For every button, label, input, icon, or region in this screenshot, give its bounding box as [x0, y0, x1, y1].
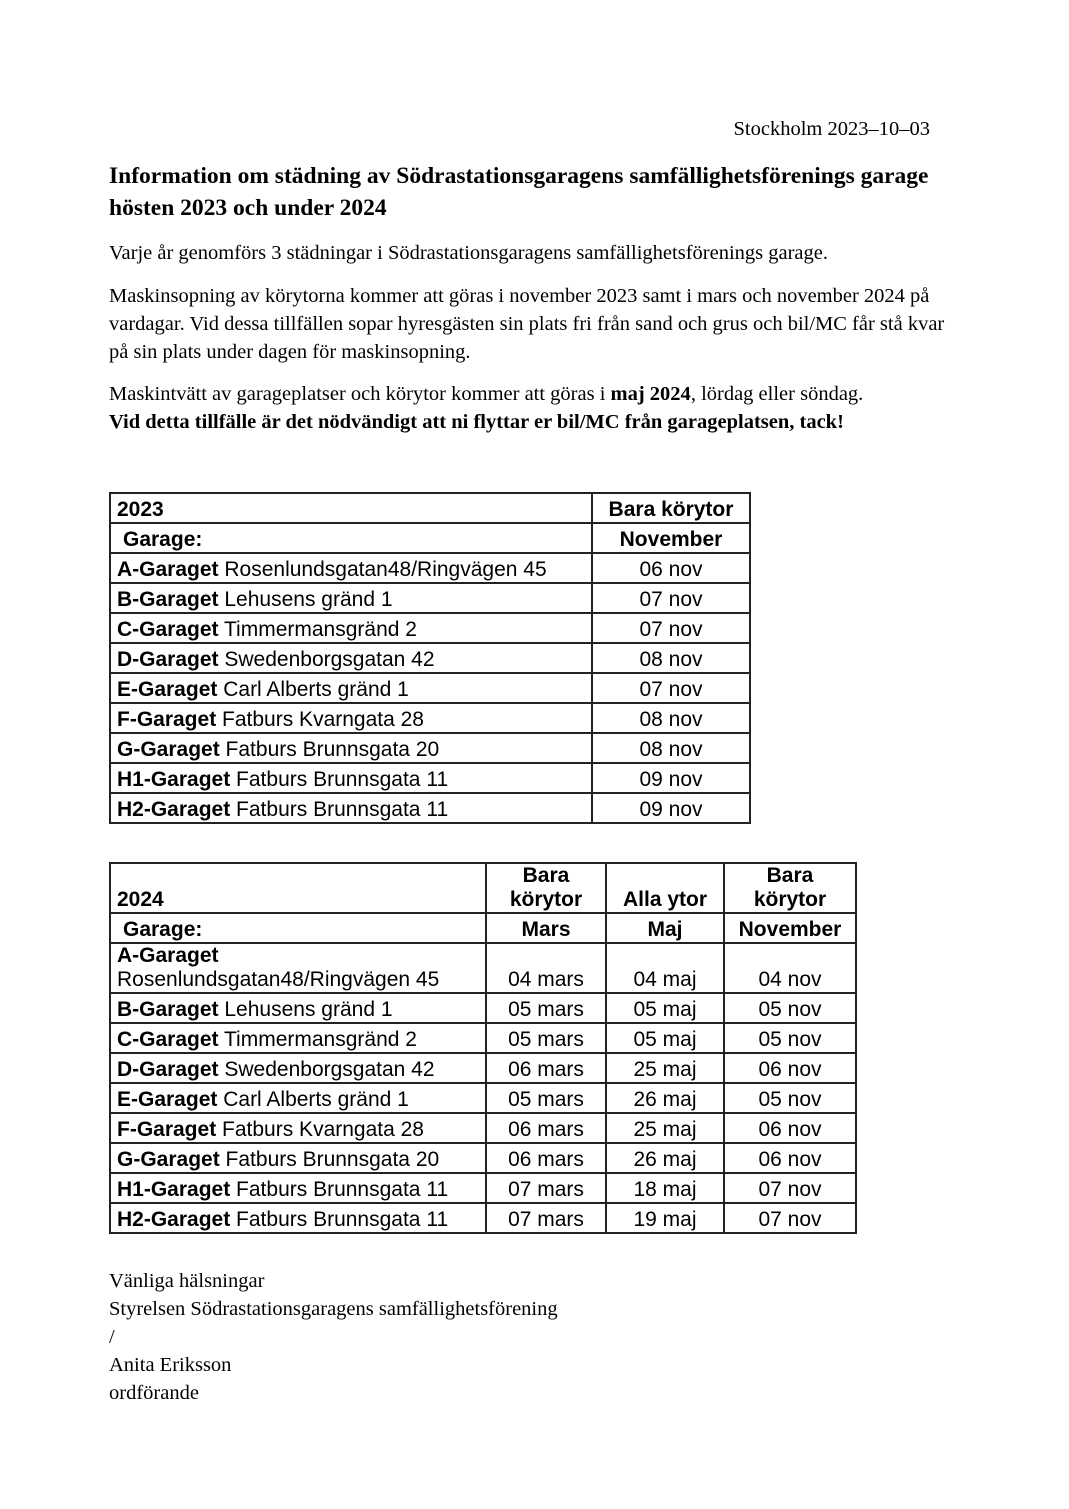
garage-address: Lehusens gränd 1: [224, 998, 393, 1021]
garage-name: C-Garaget: [117, 618, 219, 641]
closing-block: [109, 1267, 558, 1407]
month-header-mars: Mars: [486, 913, 606, 943]
garage-cell: [110, 583, 592, 613]
cleaning-date: 07 nov: [592, 583, 750, 613]
cleaning-date-november: 04 nov: [724, 943, 856, 993]
cleaning-date: 06 nov: [592, 553, 750, 583]
cleaning-date-maj: 05 maj: [606, 993, 724, 1023]
garage-address: Lehusens gränd 1: [224, 588, 393, 611]
garage-name: H2-Garaget: [117, 1208, 231, 1231]
garage-cell: [110, 733, 592, 763]
garage-name: D-Garaget: [117, 648, 219, 671]
garage-name: B-Garaget: [117, 588, 219, 611]
table-header-row: [110, 493, 750, 523]
garage-name: E-Garaget: [117, 678, 218, 701]
month-header-november: November: [724, 913, 856, 943]
garage-address: Carl Alberts gränd 1: [223, 678, 409, 701]
garage-cell: [110, 993, 486, 1023]
signatory-role: ordförande: [109, 1382, 199, 1404]
garage-cell: [110, 553, 592, 583]
cleaning-date-november: 05 nov: [724, 993, 856, 1023]
garage-name: B-Garaget: [117, 998, 219, 1021]
cleaning-date-maj: 25 maj: [606, 1113, 724, 1143]
column-header-november: Bara körytor: [724, 863, 856, 913]
cleaning-date-mars: 05 mars: [486, 993, 606, 1023]
cleaning-date-mars: 07 mars: [486, 1203, 606, 1233]
garage-name: A-Garaget: [117, 558, 219, 581]
garage-address: Fatburs Brunnsgata 11: [236, 768, 449, 791]
table-row: [110, 703, 750, 733]
table-row: [110, 943, 856, 993]
column-header-maj: Alla ytor: [606, 863, 724, 913]
garage-address: Carl Alberts gränd 1: [223, 1088, 409, 1111]
column-header-mars: Bara körytor: [486, 863, 606, 913]
cleaning-date-mars: 05 mars: [486, 1083, 606, 1113]
table-row: [110, 793, 750, 823]
schedule-table-2024: [109, 862, 857, 1234]
garage-cell: [110, 793, 592, 823]
cleaning-date: 07 nov: [592, 613, 750, 643]
garage-name: D-Garaget: [117, 1058, 219, 1081]
garage-cell: [110, 1083, 486, 1113]
washing-text-after: , lördag eller söndag.: [690, 383, 864, 405]
garage-address: Fatburs Kvarngata 28: [222, 1118, 424, 1141]
table-subheader-row: [110, 523, 750, 553]
table-row: [110, 583, 750, 613]
garage-address: Fatburs Brunnsgata 11: [236, 1178, 449, 1201]
cleaning-date-maj: 04 maj: [606, 943, 724, 993]
garage-cell: [110, 1023, 486, 1053]
month-header-maj: Maj: [606, 913, 724, 943]
garage-name: H1-Garaget: [117, 1178, 231, 1201]
washing-notice-bold: Vid detta tillfälle är det nödvändigt att ni flyttar er bil/MC från garageplatsen, tack!: [109, 411, 844, 433]
garage-cell: [110, 643, 592, 673]
cleaning-date-maj: 26 maj: [606, 1143, 724, 1173]
garage-name: A-Garaget: [117, 944, 219, 967]
intro-paragraph: Varje år genomförs 3 städningar i Södrastationsgaragens samfällighetsförenings garage.: [109, 242, 828, 264]
closing-slash: /: [109, 1326, 115, 1348]
garage-name: G-Garaget: [117, 1148, 220, 1171]
washing-text-before: Maskintvätt av garageplatser och körytor kommer att göras i: [109, 383, 611, 405]
garage-cell: [110, 703, 592, 733]
cleaning-date: 09 nov: [592, 793, 750, 823]
garage-name: F-Garaget: [117, 708, 217, 731]
table-row: [110, 1173, 856, 1203]
table-row: [110, 1023, 856, 1053]
washing-paragraph: [109, 380, 949, 436]
cleaning-date-mars: 04 mars: [486, 943, 606, 993]
cleaning-date-maj: 05 maj: [606, 1023, 724, 1053]
closing-greeting: Vänliga hälsningar: [109, 1270, 265, 1292]
garage-label: Garage:: [110, 523, 592, 553]
garage-address: Fatburs Brunnsgata 11: [236, 798, 449, 821]
closing-organization: Styrelsen Södrastationsgaragens samfällighetsförening: [109, 1298, 558, 1320]
garage-cell: [110, 1173, 486, 1203]
garage-name: C-Garaget: [117, 1028, 219, 1051]
cleaning-date-november: 06 nov: [724, 1053, 856, 1083]
washing-date-bold: maj 2024: [610, 383, 691, 405]
cleaning-date-november: 06 nov: [724, 1143, 856, 1173]
cleaning-date-mars: 06 mars: [486, 1143, 606, 1173]
garage-address: Rosenlundsgatan48/Ringvägen 45: [117, 968, 440, 991]
table-row: [110, 643, 750, 673]
cleaning-date-november: 07 nov: [724, 1173, 856, 1203]
garage-cell: [110, 943, 486, 993]
cleaning-date: 08 nov: [592, 703, 750, 733]
garage-cell: [110, 1053, 486, 1083]
table-year: 2023: [110, 493, 592, 523]
table-row: [110, 613, 750, 643]
garage-address: Fatburs Brunnsgata 11: [236, 1208, 449, 1231]
cleaning-date: 07 nov: [592, 673, 750, 703]
document-title: Information om städning av Södrastationsgaragens samfällighetsförenings garage hösten 2023 och under 2024: [109, 163, 929, 221]
table-row: [110, 553, 750, 583]
cleaning-date-november: 05 nov: [724, 1023, 856, 1053]
garage-address: Fatburs Brunnsgata 20: [225, 1148, 440, 1171]
table-row: [110, 673, 750, 703]
month-header: November: [592, 523, 750, 553]
garage-address: Timmermansgränd 2: [224, 1028, 417, 1051]
table-row: [110, 1203, 856, 1233]
cleaning-date-november: 06 nov: [724, 1113, 856, 1143]
date-line: Stockholm 2023–10–03: [733, 118, 930, 140]
garage-name: E-Garaget: [117, 1088, 218, 1111]
garage-address: Fatburs Kvarngata 28: [222, 708, 424, 731]
cleaning-date-mars: 07 mars: [486, 1173, 606, 1203]
cleaning-date-november: 07 nov: [724, 1203, 856, 1233]
garage-cell: [110, 1113, 486, 1143]
cleaning-date-maj: 26 maj: [606, 1083, 724, 1113]
garage-address: Timmermansgränd 2: [224, 618, 417, 641]
table-subheader-row: [110, 913, 856, 943]
table-row: [110, 763, 750, 793]
table-header-row: [110, 863, 856, 913]
table-row: [110, 993, 856, 1023]
signatory-name: Anita Eriksson: [109, 1354, 232, 1376]
column-header: Bara körytor: [592, 493, 750, 523]
cleaning-date-mars: 06 mars: [486, 1113, 606, 1143]
garage-label: Garage:: [110, 913, 486, 943]
cleaning-date-maj: 25 maj: [606, 1053, 724, 1083]
sweeping-paragraph: Maskinsopning av körytorna kommer att göras i november 2023 samt i mars och november 2024 på vardagar. Vid dessa tillfällen sopar hyresgästen sin plats fri från sand och grus och bil/MC får stå kvar på sin plats under dagen för maskinsopning.: [109, 285, 945, 363]
table-year: 2024: [110, 863, 486, 913]
cleaning-date-mars: 05 mars: [486, 1023, 606, 1053]
garage-name: H2-Garaget: [117, 798, 231, 821]
cleaning-date-mars: 06 mars: [486, 1053, 606, 1083]
table-row: [110, 1083, 856, 1113]
cleaning-date-november: 05 nov: [724, 1083, 856, 1113]
garage-address: Rosenlundsgatan48/Ringvägen 45: [224, 558, 547, 581]
cleaning-date: 08 nov: [592, 733, 750, 763]
cleaning-date-maj: 19 maj: [606, 1203, 724, 1233]
garage-address: Swedenborgsgatan 42: [224, 648, 435, 671]
schedule-table-2023: [109, 492, 751, 824]
table-row: [110, 733, 750, 763]
table-row: [110, 1143, 856, 1173]
garage-name: F-Garaget: [117, 1118, 217, 1141]
table-row: [110, 1053, 856, 1083]
garage-cell: [110, 763, 592, 793]
cleaning-date-maj: 18 maj: [606, 1173, 724, 1203]
table-row: [110, 1113, 856, 1143]
garage-cell: [110, 613, 592, 643]
garage-cell: [110, 673, 592, 703]
cleaning-date: 09 nov: [592, 763, 750, 793]
garage-name: H1-Garaget: [117, 768, 231, 791]
garage-cell: [110, 1143, 486, 1173]
garage-address: Fatburs Brunnsgata 20: [225, 738, 440, 761]
garage-address: Swedenborgsgatan 42: [224, 1058, 435, 1081]
cleaning-date: 08 nov: [592, 643, 750, 673]
garage-cell: [110, 1203, 486, 1233]
garage-name: G-Garaget: [117, 738, 220, 761]
